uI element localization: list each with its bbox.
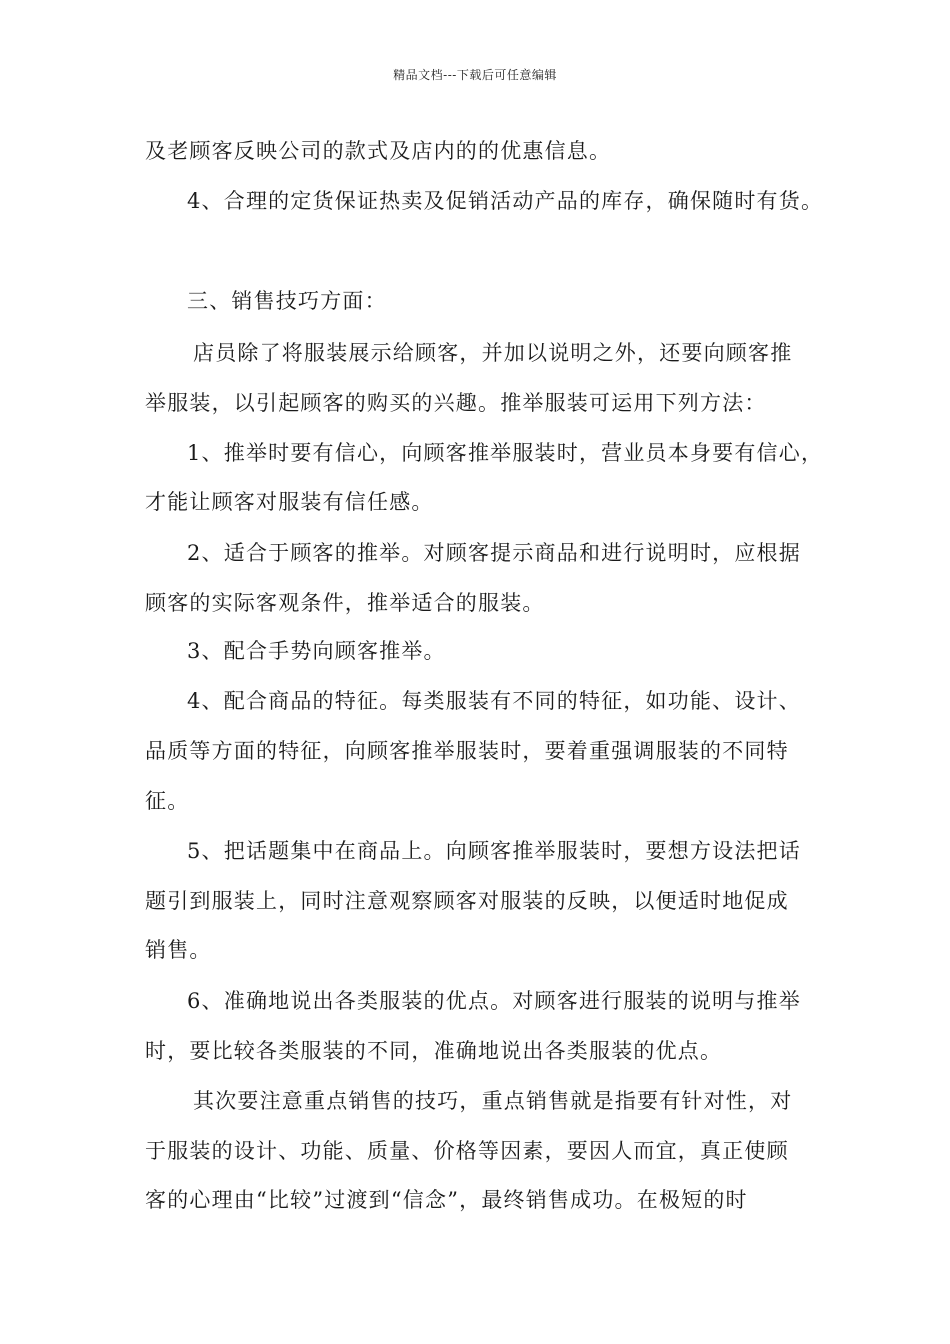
paragraph-line: 于服装的设计、功能、质量、价格等因素，要因人而宜，真正使顾 xyxy=(145,1139,789,1163)
paragraph-line: 客的心理由“比较”过渡到“信念”，最终销售成功。在极短的时 xyxy=(145,1188,748,1212)
paragraph-line: 及老顾客反映公司的款式及店内的的优惠信息。 xyxy=(145,139,612,163)
paragraph-line: 2、适合于顾客的推举。对顾客提示商品和进行说明时，应根据 xyxy=(187,541,801,565)
page-header: 精品文档---下载后可任意编辑 xyxy=(393,68,557,82)
paragraph-line: 时，要比较各类服装的不同，准确地说出各类服装的优点。 xyxy=(145,1039,723,1063)
section-heading: 三、销售技巧方面： xyxy=(187,289,387,313)
paragraph-line: 征。 xyxy=(145,789,190,813)
paragraph-line: 其次要注意重点销售的技巧，重点销售就是指要有针对性，对 xyxy=(193,1089,793,1113)
paragraph-line: 5、把话题集中在商品上。向顾客推举服装时，要想方设法把话 xyxy=(187,839,801,863)
paragraph-line: 1、推举时要有信心，向顾客推举服装时，营业员本身要有信心， xyxy=(187,441,824,465)
paragraph-line: 4、配合商品的特征。每类服装有不同的特征，如功能、设计、 xyxy=(187,689,801,713)
paragraph-line: 3、配合手势向顾客推举。 xyxy=(187,639,446,663)
paragraph-line: 题引到服装上，同时注意观察顾客对服装的反映，以便适时地促成 xyxy=(145,889,789,913)
paragraph-line: 才能让顾客对服装有信任感。 xyxy=(145,490,434,514)
paragraph-line: 店员除了将服装展示给顾客，并加以说明之外，还要向顾客推 xyxy=(193,341,793,365)
paragraph-line: 4、合理的定货保证热卖及促销活动产品的库存，确保随时有货。 xyxy=(187,189,824,213)
paragraph-line: 销售。 xyxy=(145,938,212,962)
paragraph-line: 品质等方面的特征，向顾客推举服装时，要着重强调服装的不同特 xyxy=(145,739,789,763)
paragraph-line: 举服装，以引起顾客的购买的兴趣。推举服装可运用下列方法： xyxy=(145,391,767,415)
paragraph-line: 顾客的实际客观条件，推举适合的服装。 xyxy=(145,591,545,615)
paragraph-line: 6、准确地说出各类服装的优点。对顾客进行服装的说明与推举 xyxy=(187,989,801,1013)
